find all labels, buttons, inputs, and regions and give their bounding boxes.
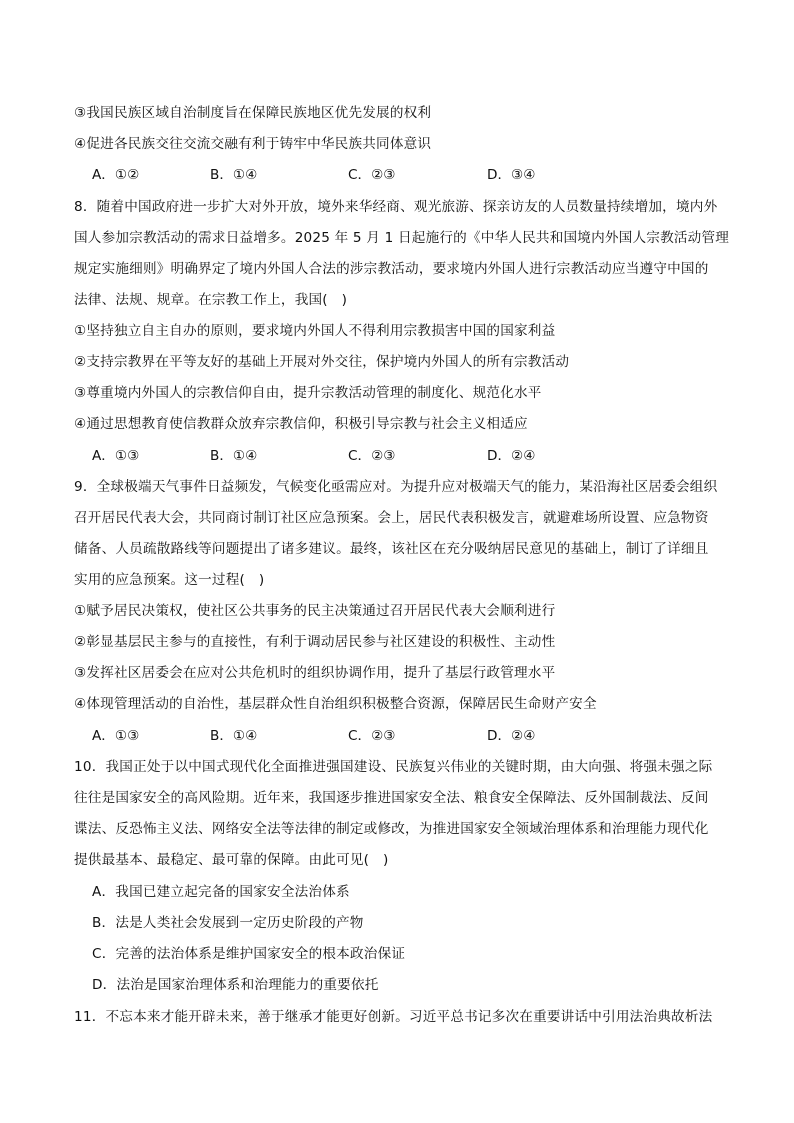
q9-stem-line-4: 实用的应急预案。这一过程( ) bbox=[74, 572, 265, 588]
q9-stem-line-2: 召开居民代表大会，共同商讨制订社区应急预案。会上，居民代表积极发言，就避难场所设置、应急物资 bbox=[74, 510, 709, 526]
q10-stem-line-4: 提供最基本、最稳定、最可靠的保障。由此可见( ) bbox=[74, 852, 389, 868]
q9-stem-line-1: 9．全球极端天气事件日益频发，气候变化亟需应对。为提升应对极端天气的能力，某沿海社区居委会组织 bbox=[74, 479, 718, 495]
q9-stem-line-3: 储备、人员疏散路线等问题提出了诸多建议。最终，该社区在充分吸纳居民意见的基础上，制订了详细且 bbox=[74, 541, 709, 557]
q9-option-d[interactable]: D．②④ bbox=[487, 728, 536, 744]
q7-option-a[interactable]: A．①② bbox=[92, 167, 140, 183]
q8-option-c[interactable]: C．②③ bbox=[348, 448, 396, 464]
q9-item-4: ④体现管理活动的自治性，基层群众性自治组织积极整合资源，保障居民生命财产安全 bbox=[74, 696, 597, 712]
q8-option-d[interactable]: D．②④ bbox=[487, 448, 536, 464]
q7-option-b[interactable]: B．①④ bbox=[210, 167, 258, 183]
q7-option-c[interactable]: C．②③ bbox=[348, 167, 396, 183]
q8-item-4: ④通过思想教育使信教群众放弃宗教信仰，积极引导宗教与社会主义相适应 bbox=[74, 416, 528, 432]
q9-item-2: ②彰显基层民主参与的直接性，有利于调动居民参与社区建设的积极性、主动性 bbox=[74, 634, 556, 650]
q9-item-3: ③发挥社区居委会在应对公共危机时的组织协调作用，提升了基层行政管理水平 bbox=[74, 665, 556, 681]
q8-option-a[interactable]: A．①③ bbox=[92, 448, 140, 464]
q10-choice-b[interactable]: B．法是人类社会发展到一定历史阶段的产物 bbox=[92, 915, 364, 931]
q8-stem-line-1: 8．随着中国政府进一步扩大对外开放，境外来华经商、观光旅游、探亲访友的人员数量持续增加，境内外 bbox=[74, 199, 718, 215]
q8-item-1: ①坚持独立自主自办的原则，要求境内外国人不得利用宗教损害中国的国家利益 bbox=[74, 323, 556, 339]
q11-stem-line-1: 11．不忘本来才能开辟未来，善于继承才能更好创新。习近平总书记多次在重要讲话中引用法治典故析法 bbox=[74, 1009, 713, 1025]
q8-stem-line-4: 法律、法规、规章。在宗教工作上，我国( ) bbox=[74, 292, 348, 308]
q10-stem-line-3: 谍法、反恐怖主义法、网络安全法等法律的制定或修改，为推进国家安全领域治理体系和治理能力现代化 bbox=[74, 821, 709, 837]
q10-stem-line-2: 往往是国家安全的高风险期。近年来，我国逐步推进国家安全法、粮食安全保障法、反外国制裁法、反间 bbox=[74, 790, 709, 806]
q10-choice-a[interactable]: A．我国已建立起完备的国家安全法治体系 bbox=[92, 884, 350, 900]
q9-option-a[interactable]: A．①③ bbox=[92, 728, 140, 744]
q8-stem-line-2: 国人参加宗教活动的需求日益增多。2025 年 5 月 1 日起施行的《中华人民共和国境内外国人宗教活动管理 bbox=[74, 230, 730, 246]
q7-option-d[interactable]: D．③④ bbox=[487, 167, 536, 183]
q10-stem-line-1: 10．我国正处于以中国式现代化全面推进强国建设、民族复兴伟业的关键时期，由大向强、将强未强之际 bbox=[74, 759, 713, 775]
q10-choice-d[interactable]: D．法治是国家治理体系和治理能力的重要依托 bbox=[92, 977, 379, 993]
q8-item-3: ③尊重境内外国人的宗教信仰自由，提升宗教活动管理的制度化、规范化水平 bbox=[74, 385, 542, 401]
q8-item-2: ②支持宗教界在平等友好的基础上开展对外交往，保护境内外国人的所有宗教活动 bbox=[74, 354, 570, 370]
q7-item-4: ④促进各民族交往交流交融有利于铸牢中华民族共同体意识 bbox=[74, 136, 432, 152]
q8-option-b[interactable]: B．①④ bbox=[210, 448, 258, 464]
q10-choice-c[interactable]: C．完善的法治体系是维护国家安全的根本政治保证 bbox=[92, 946, 406, 962]
q9-option-b[interactable]: B．①④ bbox=[210, 728, 258, 744]
q9-option-c[interactable]: C．②③ bbox=[348, 728, 396, 744]
q7-item-3: ③我国民族区域自治制度旨在保障民族地区优先发展的权利 bbox=[74, 105, 432, 121]
q9-item-1: ①赋予居民决策权，使社区公共事务的民主决策通过召开居民代表大会顺利进行 bbox=[74, 603, 556, 619]
q8-stem-line-3: 规定实施细则》明确界定了境内外国人合法的涉宗教活动，要求境内外国人进行宗教活动应当遵守中国的 bbox=[74, 261, 709, 277]
